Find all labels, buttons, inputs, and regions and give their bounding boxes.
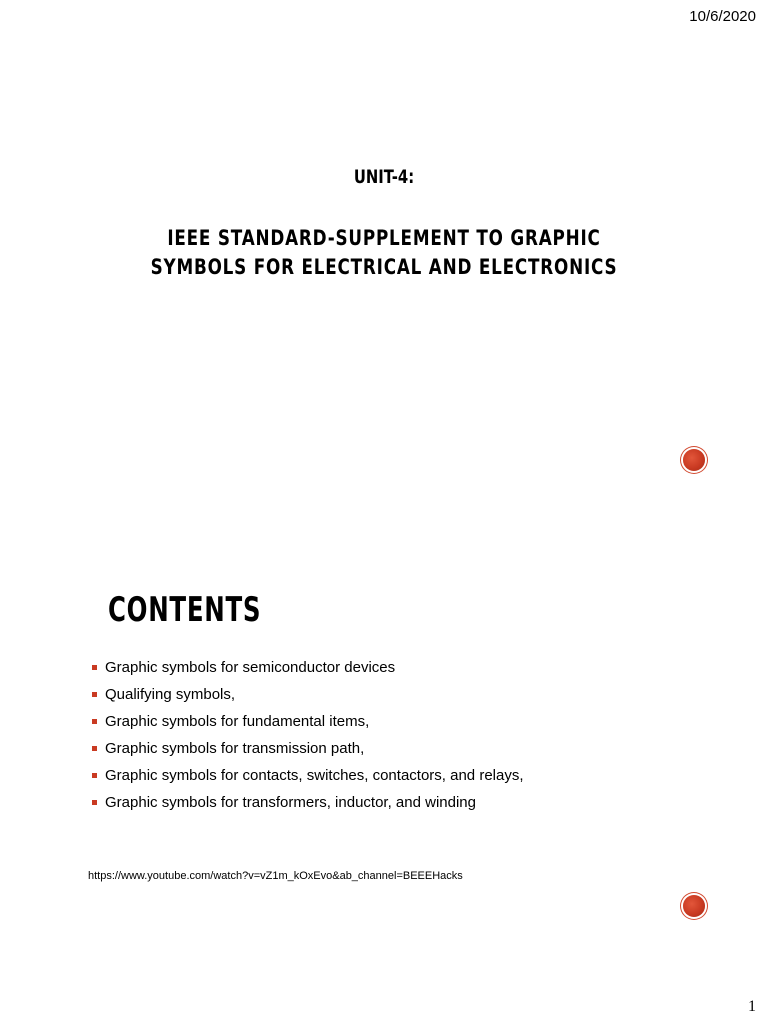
contents-list <box>92 654 524 816</box>
slide-accent-dot-icon <box>683 895 705 917</box>
contents-heading: CONTENTS <box>108 590 262 630</box>
bullet-icon <box>92 719 97 724</box>
slide-accent-dot-icon <box>683 449 705 471</box>
list-item-text: Graphic symbols for transmission path, <box>105 739 365 757</box>
list-item <box>92 789 524 816</box>
list-item-text: Graphic symbols for semiconductor devices <box>105 658 396 676</box>
slide-title <box>0 0 768 500</box>
list-item-text: Graphic symbols for contacts, switches, contactors, and relays, <box>105 766 524 784</box>
main-title-line-2: SYMBOLS FOR ELECTRICAL AND ELECTRONICS <box>150 255 618 279</box>
list-item <box>92 708 524 735</box>
main-title-line-1: IEEE STANDARD-SUPPLEMENT TO GRAPHIC <box>167 226 601 250</box>
main-title <box>77 224 691 282</box>
list-item <box>92 681 524 708</box>
list-item-text: Qualifying symbols, <box>105 685 236 703</box>
unit-title: UNIT-4: <box>353 166 415 188</box>
bullet-icon <box>92 773 97 778</box>
bullet-icon <box>92 692 97 697</box>
list-item <box>92 735 524 762</box>
list-item <box>92 762 524 789</box>
list-item <box>92 654 524 681</box>
list-item-text: Graphic symbols for fundamental items, <box>105 712 370 730</box>
bullet-icon <box>92 800 97 805</box>
bullet-icon <box>92 746 97 751</box>
print-date: 10/6/2020 <box>689 8 756 25</box>
youtube-link[interactable]: https://www.youtube.com/watch?v=vZ1m_kOxEvo&ab_channel=BEEEHacks <box>88 870 463 882</box>
list-item-text: Graphic symbols for transformers, inductor, and winding <box>105 793 476 811</box>
bullet-icon <box>92 665 97 670</box>
page-number: 1 <box>748 998 756 1015</box>
